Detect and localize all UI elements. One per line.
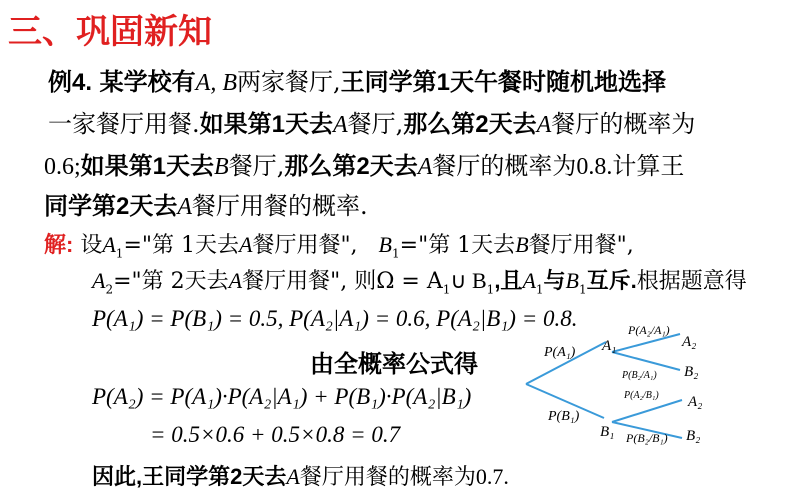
example-line-3: 0.6;如果第1天去B餐厅,那么第2天去A餐厅的概率为0.8.计算王 — [44, 152, 685, 180]
page-title: 三、巩固新知 — [8, 13, 212, 51]
conclusion-line: 因此,王同学第2天去A餐厅用餐的概率为0.7. — [92, 464, 509, 490]
node-a1: A₁ — [602, 338, 617, 354]
solution-line-2: $A_2=$"第 2天去A餐厅用餐", 则$\Omega = A_1\cup$ $B_1$,且$A_1$与$B_1$互斥.根据题意得 — [92, 268, 747, 297]
branch-b1-a2 — [612, 400, 682, 422]
equation-given: P(A₁) = P(B₁) = 0.5, P(A₂|A₁) = 0.6, P(A₂|B₁) = 0.8. — [92, 306, 578, 331]
label-p-a2-given-b1: P(A₂/B₁) — [624, 390, 659, 401]
leaf-a2-top: A₂ — [682, 334, 697, 350]
leaf-a2-bottom: A₂ — [688, 394, 703, 410]
example-line-4: 同学第2天去A餐厅用餐的概率. — [44, 192, 368, 220]
label-p-b2-given-b1: P(B₂/B₁) — [626, 431, 668, 445]
label-p-a1: P(A₁) — [544, 345, 576, 360]
node-b1: B₁ — [600, 424, 615, 440]
leaf-b2-top: B₂ — [684, 364, 699, 380]
solution-label: 解: — [44, 232, 74, 257]
example-label: 例4. — [48, 69, 93, 96]
probability-tree-diagram — [500, 312, 740, 452]
leaf-b2-bottom: B₂ — [686, 428, 701, 444]
label-p-b1: P(B₁) — [548, 409, 580, 424]
branch-a1-b2 — [612, 352, 680, 370]
example-line-2: 一家餐厅用餐.如果第1天去A餐厅,那么第2天去A餐厅的概率为 — [48, 110, 696, 138]
total-probability-heading: 由全概率公式得 — [310, 351, 478, 378]
label-p-a2-given-a1: P(A₂/A₁) — [628, 323, 670, 337]
label-p-b2-given-a1: P(B₂/A₁) — [622, 370, 657, 381]
equation-result: = 0.5×0.6 + 0.5×0.8 = 0.7 — [150, 422, 401, 447]
example-line-1: 例4. 某学校有A, B两家餐厅,王同学第1天午餐时随机地选择 — [48, 68, 666, 96]
solution-line-1: 解: 设$A_1=$"第 1天去A餐厅用餐", $B_1=$"第 1天去B餐厅用餐", — [44, 232, 634, 261]
equation-formula: P(A₂) = P(A₁)·P(A₂|A₁) + P(B₁)·P(A₂|B₁) — [92, 384, 472, 409]
